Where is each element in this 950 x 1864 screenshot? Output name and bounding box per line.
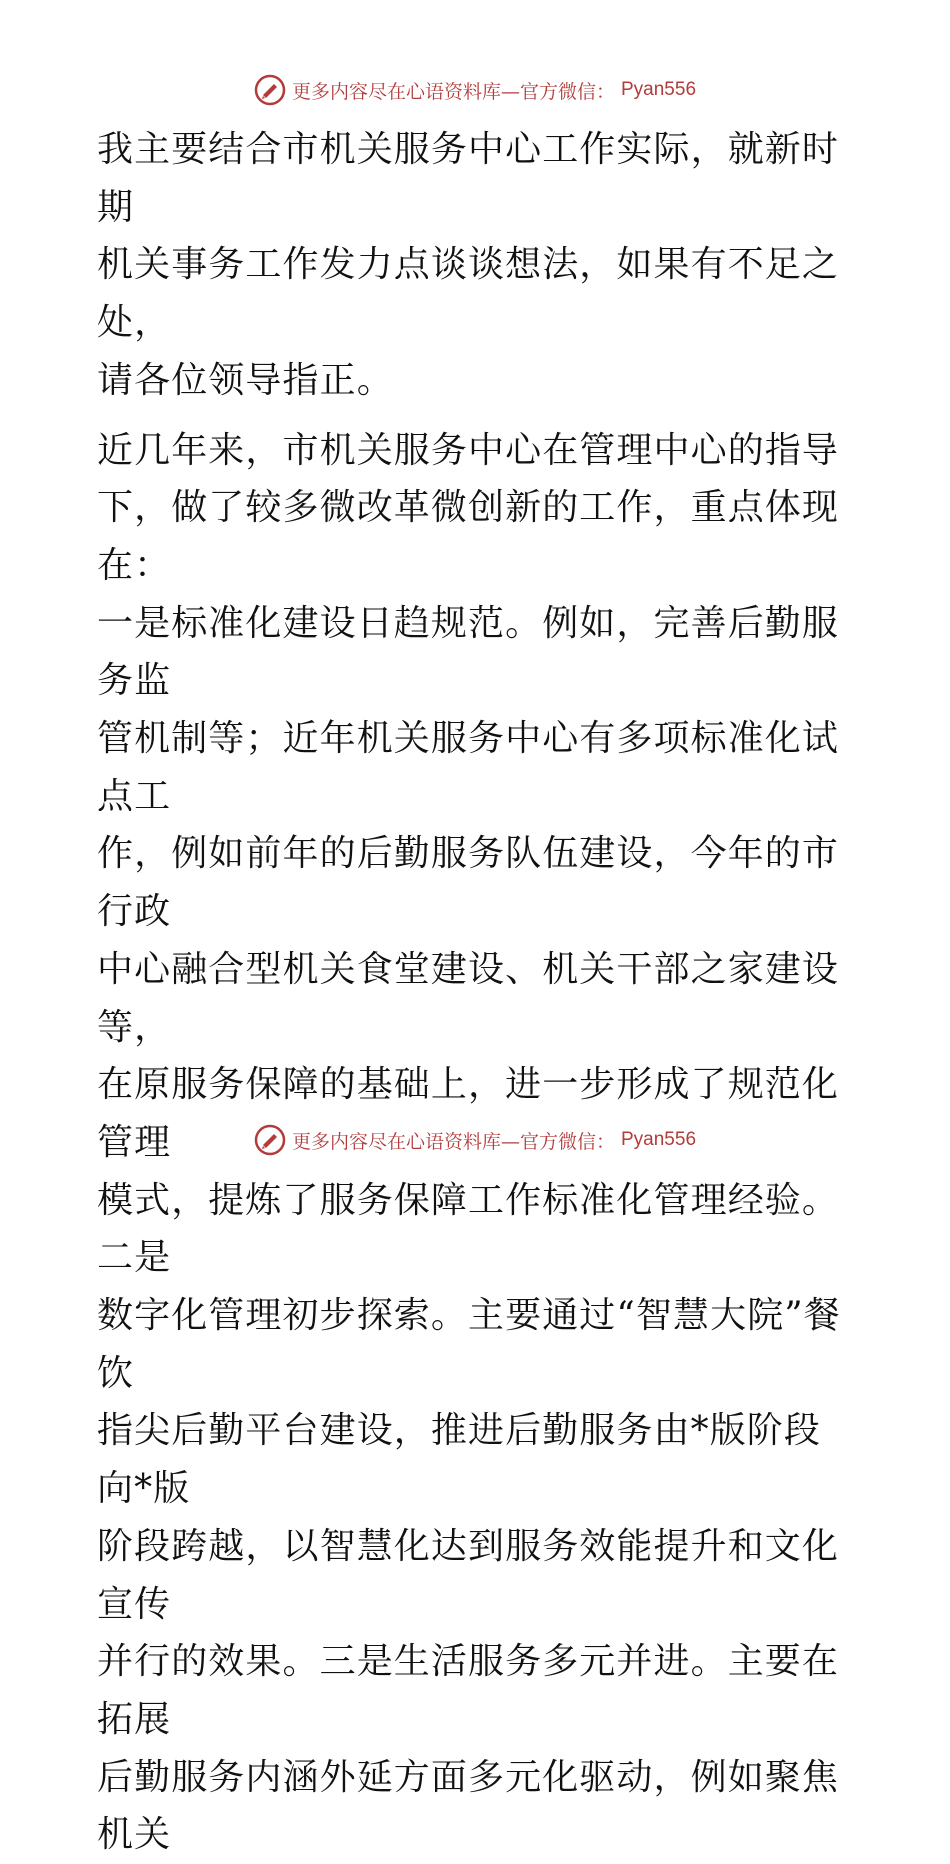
- watermark-id: Pyan556: [621, 1129, 697, 1150]
- brand-logo-icon: [254, 1124, 286, 1156]
- document-body: [97, 121, 857, 1864]
- paragraph-intro: 我主要结合市机关服务中心工作实际，就新时期 机关事务工作发力点谈谈想法，如果有不足之处， 请各位领导指正。: [97, 129, 840, 401]
- paragraph-main: 近几年来，市机关服务中心在管理中心的指导 下，做了较多微改革微创新的工作，重点体现在： 一是标准化建设日趋规范。例如，完善后勤服务监 管机制等；近年机关服务中心有多项标准化试点工 作，例如前年的后勤服务队伍建设，今年的市行政 中心融合型机关食堂建设、机关干部之家建设等， 在原服务保障的基础上，进一步形成了规范化管理 模式，提炼了服务保障工作标准化管理经验。二是 数字化管理初步探索。主要通过“智慧大院”餐饮 指尖后勤平台建设，推进后勤服务由*版阶段向*版 阶段跨越，以智慧化达到服务效能提升和文化宣传 并行的效果。三是生活服务多元并进。主要在拓展 后勤服务内涵外延方面多元化驱动，例如聚焦机关: [97, 429, 841, 1856]
- brand-logo-icon: [254, 74, 286, 106]
- watermark-id: Pyan556: [621, 79, 697, 100]
- footer-watermark: [0, 1122, 950, 1158]
- watermark-text: 更多内容尽在心语资料库—官方微信：: [291, 1130, 615, 1153]
- watermark-text: 更多内容尽在心语资料库—官方微信：: [291, 80, 615, 103]
- header-watermark: [0, 72, 950, 108]
